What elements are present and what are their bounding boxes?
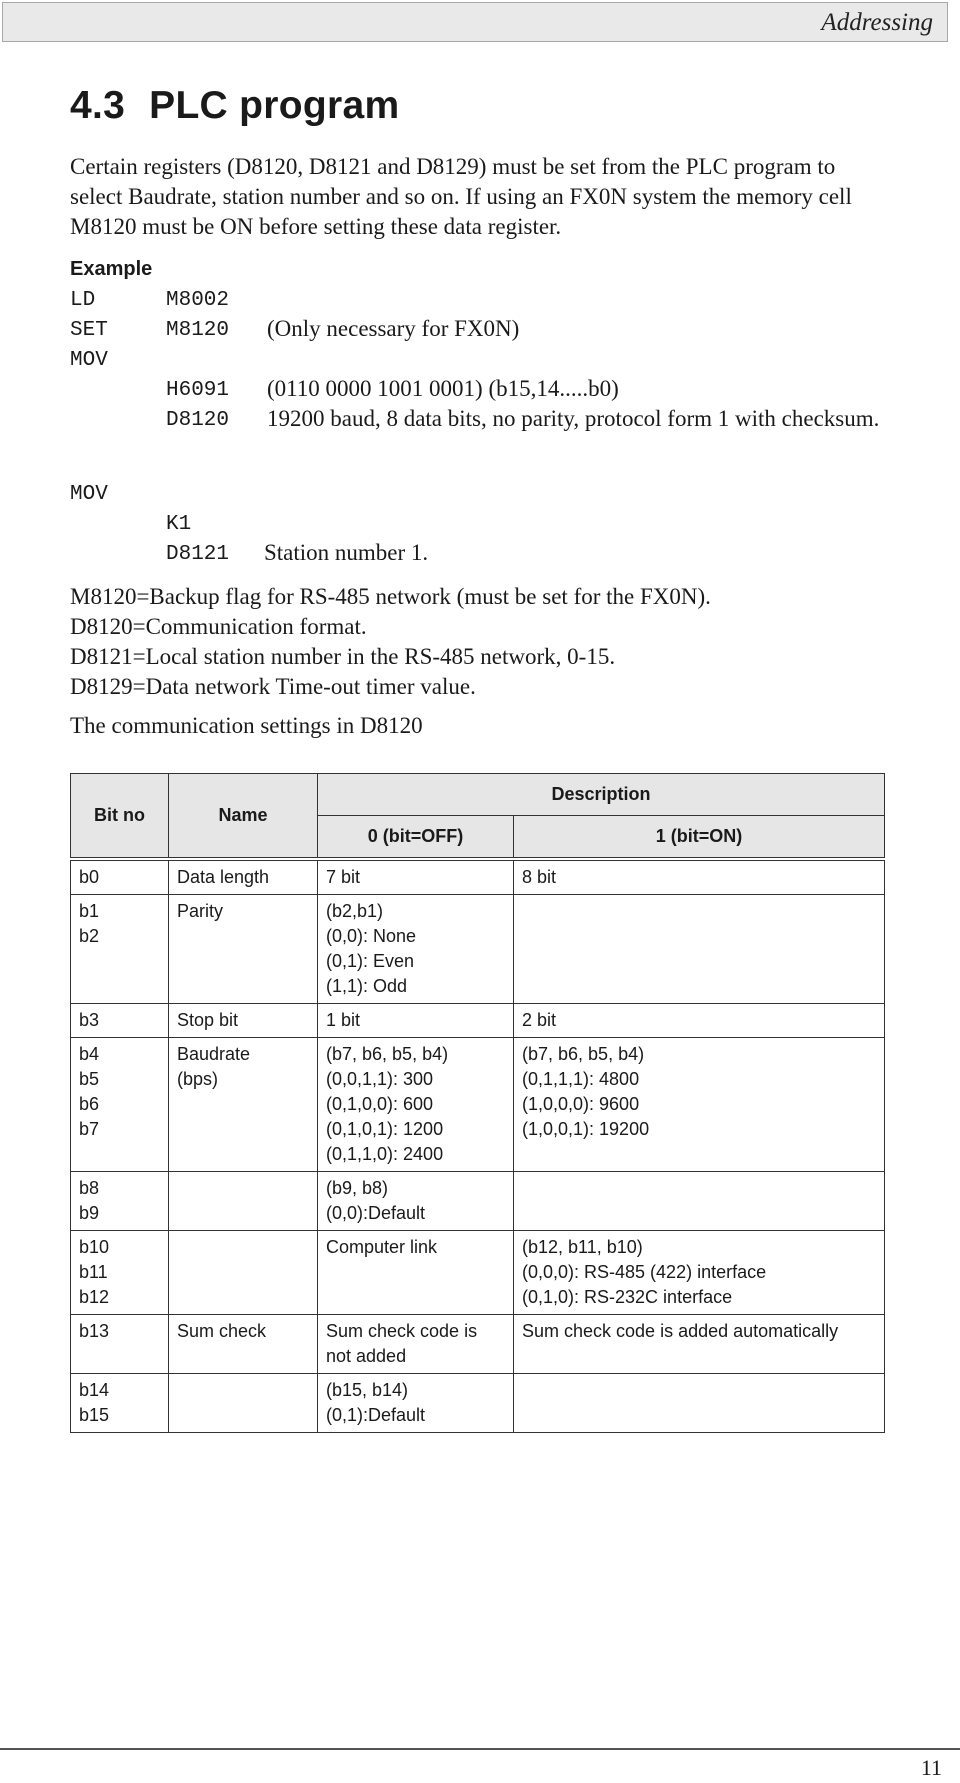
cell-bit: b10 b11 b12 — [71, 1231, 169, 1315]
d8120-settings-table — [70, 773, 885, 1433]
table-row — [71, 1038, 885, 1172]
footer-rule — [0, 1748, 960, 1750]
cell-name: Sum check — [169, 1315, 318, 1374]
cell-name — [169, 1374, 318, 1433]
cell-off: Sum check code is not added — [318, 1315, 514, 1374]
code-arg: M8002 — [166, 289, 230, 312]
intro-paragraph: Certain registers (D8120, D8121 and D8129) must be set from the PLC program to select Baudrate, station number and so on. If using an FX0N system the memory cell M8120 must be ON before setting these data register. — [70, 154, 852, 239]
cell-bit: b1 b2 — [71, 895, 169, 1004]
header-on: 1 (bit=ON) — [514, 816, 885, 858]
cell-off: 7 bit — [318, 861, 514, 895]
definition-line: D8120=Communication format. — [70, 614, 367, 639]
cell-off: (b15, b14) (0,1):Default — [318, 1374, 514, 1433]
table-row — [71, 1004, 885, 1038]
header-description: Description — [318, 774, 885, 816]
header-bit-no: Bit no — [71, 774, 169, 858]
code-op: MOV — [70, 483, 108, 506]
section-title: PLC program — [149, 84, 400, 127]
cell-off: (b7, b6, b5, b4) (0,0,1,1): 300 (0,1,0,0): 600 (0,1,0,1): 1200 (0,1,1,0): 2400 — [318, 1038, 514, 1172]
definition-line: D8121=Local station number in the RS-485 network, 0-15. — [70, 644, 616, 669]
page-number: 11 — [920, 1755, 942, 1780]
cell-on: 8 bit — [514, 861, 885, 895]
code-comment: 19200 baud, 8 data bits, no parity, protocol form 1 with checksum. — [267, 406, 880, 431]
code-comment: (0110 0000 1001 0001) (b15,14.....b0) — [267, 376, 619, 401]
code-comment: (Only necessary for FX0N) — [267, 316, 520, 341]
cell-name: Parity — [169, 895, 318, 1004]
cell-bit: b13 — [71, 1315, 169, 1374]
cell-bit: b3 — [71, 1004, 169, 1038]
cell-on: (b12, b11, b10) (0,0,0): RS-485 (422) interface (0,1,0): RS-232C interface — [514, 1231, 885, 1315]
header-name: Name — [169, 774, 318, 858]
cell-bit: b4 b5 b6 b7 — [71, 1038, 169, 1172]
table-row — [71, 861, 885, 895]
code-arg: M8120 — [166, 319, 230, 342]
cell-bit: b8 b9 — [71, 1172, 169, 1231]
cell-on — [514, 1172, 885, 1231]
cell-bit: b0 — [71, 861, 169, 895]
cell-off: Computer link — [318, 1231, 514, 1315]
section-number: 4.3 — [70, 84, 126, 127]
header-title: Addressing — [821, 9, 933, 36]
header-off: 0 (bit=OFF) — [318, 816, 514, 858]
table-row — [71, 1315, 885, 1374]
table-row — [71, 1374, 885, 1433]
cell-on: Sum check code is added automatically — [514, 1315, 885, 1374]
code-arg: D8121 — [166, 543, 230, 566]
cell-name: Stop bit — [169, 1004, 318, 1038]
cell-on — [514, 895, 885, 1004]
cell-name — [169, 1231, 318, 1315]
code-arg: K1 — [166, 513, 192, 536]
definition-line: M8120=Backup flag for RS-485 network (must be set for the FX0N). — [70, 584, 711, 609]
code-op: LD — [70, 289, 96, 312]
code-arg: H6091 — [166, 379, 230, 402]
cell-on — [514, 1374, 885, 1433]
table-caption: The communication settings in D8120 — [70, 713, 423, 738]
cell-off: 1 bit — [318, 1004, 514, 1038]
cell-off: (b2,b1) (0,0): None (0,1): Even (1,1): Odd — [318, 895, 514, 1004]
running-header — [2, 2, 948, 42]
cell-off: (b9, b8) (0,0):Default — [318, 1172, 514, 1231]
code-comment: Station number 1. — [264, 540, 429, 565]
table-row — [71, 1172, 885, 1231]
code-op: SET — [70, 319, 108, 342]
cell-on: (b7, b6, b5, b4) (0,1,1,1): 4800 (1,0,0,0): 9600 (1,0,0,1): 19200 — [514, 1038, 885, 1172]
cell-name: Baudrate (bps) — [169, 1038, 318, 1172]
cell-name — [169, 1172, 318, 1231]
cell-name: Data length — [169, 861, 318, 895]
example-label: Example — [70, 258, 153, 280]
table-row — [71, 1231, 885, 1315]
cell-on: 2 bit — [514, 1004, 885, 1038]
definition-line: D8129=Data network Time-out timer value. — [70, 674, 476, 699]
code-op: MOV — [70, 349, 108, 372]
table-row — [71, 895, 885, 1004]
section-heading — [70, 84, 399, 128]
code-arg: D8120 — [166, 409, 230, 432]
cell-bit: b14 b15 — [71, 1374, 169, 1433]
